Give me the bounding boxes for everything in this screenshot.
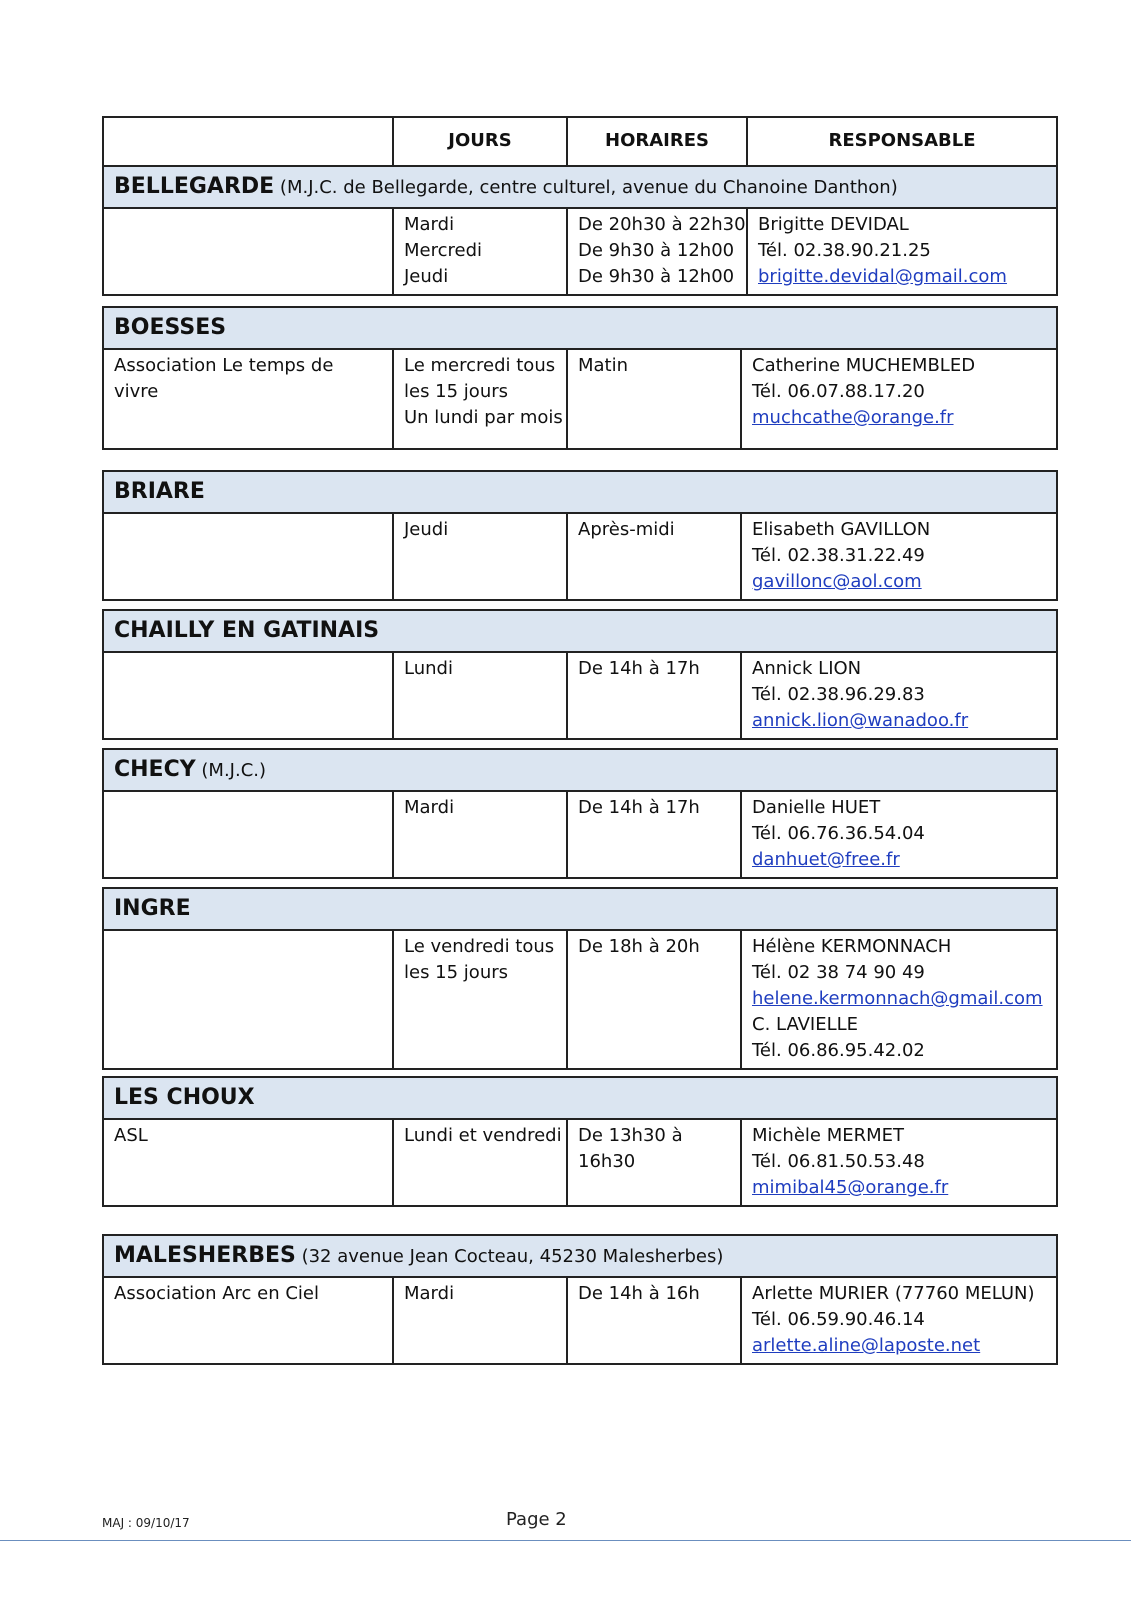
header-jours: JOURS (393, 117, 567, 166)
responsable-name: Arlette MURIER (77760 MELUN) (752, 1283, 1035, 1304)
section-name: BOESSES (114, 314, 227, 340)
section-name: MALESHERBES (114, 1242, 296, 1268)
section-name: BELLEGARDE (114, 173, 275, 199)
horaires-cell (567, 930, 741, 1069)
section-table-briare (102, 470, 1058, 601)
responsable-cell (741, 513, 1057, 600)
footer-divider (0, 1540, 1131, 1541)
responsable-email-link[interactable]: annick.lion@wanadoo.fr (752, 710, 969, 731)
responsable-email-link[interactable]: gavillonc@aol.com (752, 571, 922, 592)
section-table-checy (102, 748, 1058, 879)
association-cell (103, 513, 393, 600)
jours-line: Mardi (404, 214, 455, 235)
section-title (103, 749, 1057, 791)
jours-cell (393, 930, 567, 1069)
section-title (103, 610, 1057, 652)
section-subtitle: (M.J.C.) (201, 759, 267, 781)
jours-line: Lundi (404, 658, 453, 679)
horaires-line: De 13h30 à (578, 1125, 683, 1146)
horaires-line: De 14h à 17h (578, 797, 700, 818)
jours-cell (393, 791, 567, 878)
responsable-email-link[interactable]: mimibal45@orange.fr (752, 1177, 949, 1198)
section-detail-row (103, 652, 1057, 739)
jours-line: Lundi et vendredi (404, 1125, 562, 1146)
horaires-line: De 18h à 20h (578, 936, 700, 957)
section-title (103, 471, 1057, 513)
section-table-malesherbes (102, 1234, 1058, 1365)
section-detail-row (103, 1277, 1057, 1364)
horaires-cell (567, 652, 741, 739)
horaires-line: De 9h30 à 12h00 (578, 240, 735, 261)
horaires-cell (567, 208, 747, 295)
section-detail-row (103, 791, 1057, 878)
responsable-name-secondary: C. LAVIELLE (752, 1014, 859, 1035)
responsable-name: Annick LION (752, 658, 862, 679)
horaires-line: De 14h à 16h (578, 1283, 700, 1304)
association-cell: Association Arc en Ciel (103, 1277, 393, 1364)
responsable-email-link[interactable]: helene.kermonnach@gmail.com (752, 988, 1043, 1009)
jours-line: Mardi (404, 797, 455, 818)
header-empty-cell (103, 117, 393, 166)
responsable-name: Brigitte DEVIDAL (758, 214, 909, 235)
section-detail-row (103, 1119, 1057, 1206)
section-subtitle: (32 avenue Jean Cocteau, 45230 Malesherbes) (301, 1245, 724, 1267)
jours-line: les 15 jours (404, 381, 509, 402)
column-header-row (103, 117, 1057, 166)
section-detail-row (103, 513, 1057, 600)
responsable-email-link[interactable]: brigitte.devidal@gmail.com (758, 266, 1007, 287)
responsable-phone: Tél. 02.38.96.29.83 (752, 684, 925, 705)
responsable-phone: Tél. 06.81.50.53.48 (752, 1151, 925, 1172)
section-title-row (103, 1235, 1057, 1277)
horaires-cell (567, 349, 741, 449)
section-title-row (103, 166, 1057, 208)
section-table-ingre (102, 887, 1058, 1070)
section-title-row (103, 888, 1057, 930)
responsable-name: Danielle HUET (752, 797, 881, 818)
section-name: BRIARE (114, 478, 205, 504)
horaires-cell (567, 513, 741, 600)
jours-cell (393, 1119, 567, 1206)
association-cell (103, 208, 393, 295)
responsable-cell (741, 1119, 1057, 1206)
association-cell: ASL (103, 1119, 393, 1206)
horaires-line: Matin (578, 355, 629, 376)
responsable-phone: Tél. 06.76.36.54.04 (752, 823, 925, 844)
jours-line: Un lundi par mois (404, 407, 563, 428)
section-name: LES CHOUX (114, 1084, 255, 1110)
horaires-line: De 20h30 à 22h30 (578, 214, 746, 235)
responsable-name: Hélène KERMONNACH (752, 936, 952, 957)
section-title-row (103, 749, 1057, 791)
header-responsable: RESPONSABLE (747, 117, 1057, 166)
responsable-cell (741, 652, 1057, 739)
section-name: CHAILLY EN GATINAIS (114, 617, 380, 643)
responsable-cell (747, 208, 1057, 295)
jours-line: Jeudi (404, 266, 449, 287)
section-table-chailly (102, 609, 1058, 740)
jours-line: Mercredi (404, 240, 483, 261)
section-detail-row (103, 930, 1057, 1069)
section-detail-row (103, 349, 1057, 449)
horaires-line: 16h30 (578, 1151, 636, 1172)
association-cell (103, 791, 393, 878)
section-title (103, 1077, 1057, 1119)
section-subtitle: (M.J.C. de Bellegarde, centre culturel, avenue du Chanoine Danthon) (279, 176, 898, 198)
horaires-line: De 9h30 à 12h00 (578, 266, 735, 287)
jours-line: les 15 jours (404, 962, 509, 983)
horaires-cell (567, 791, 741, 878)
jours-line: Jeudi (404, 519, 449, 540)
responsable-email-link[interactable]: danhuet@free.fr (752, 849, 900, 870)
footer-page-number: Page 2 (506, 1509, 567, 1530)
jours-line: Mardi (404, 1283, 455, 1304)
responsable-email-link[interactable]: arlette.aline@laposte.net (752, 1335, 981, 1356)
horaires-line: De 14h à 17h (578, 658, 700, 679)
section-name: CHECY (114, 756, 196, 782)
horaires-cell (567, 1119, 741, 1206)
responsable-email-link[interactable]: muchcathe@orange.fr (752, 407, 954, 428)
responsable-name: Elisabeth GAVILLON (752, 519, 931, 540)
responsable-phone: Tél. 06.59.90.46.14 (752, 1309, 925, 1330)
section-title (103, 307, 1057, 349)
horaires-line: Après-midi (578, 519, 675, 540)
section-title-row (103, 610, 1057, 652)
section-name: INGRE (114, 895, 191, 921)
association-cell: Association Le temps de vivre (103, 349, 393, 449)
section-detail-row (103, 208, 1057, 295)
responsable-name: Michèle MERMET (752, 1125, 905, 1146)
responsable-cell (741, 1277, 1057, 1364)
section-table-boesses (102, 306, 1058, 450)
section-title (103, 1235, 1057, 1277)
responsable-phone: Tél. 06.07.88.17.20 (752, 381, 925, 402)
jours-cell (393, 652, 567, 739)
responsable-phone: Tél. 02.38.90.21.25 (758, 240, 931, 261)
responsable-cell (741, 930, 1057, 1069)
jours-line: Le mercredi tous (404, 355, 556, 376)
footer-update-date: MAJ : 09/10/17 (102, 1516, 190, 1530)
jours-cell (393, 1277, 567, 1364)
jours-cell (393, 349, 567, 449)
association-cell (103, 652, 393, 739)
association-cell (103, 930, 393, 1069)
jours-line: Le vendredi tous (404, 936, 555, 957)
section-title (103, 166, 1057, 208)
jours-cell (393, 513, 567, 600)
header-horaires: HORAIRES (567, 117, 747, 166)
horaires-cell (567, 1277, 741, 1364)
section-table-les-choux (102, 1076, 1058, 1207)
section-title-row (103, 1077, 1057, 1119)
responsable-phone-secondary: Tél. 06.86.95.42.02 (752, 1040, 925, 1061)
responsable-phone: Tél. 02 38 74 90 49 (752, 962, 925, 983)
section-table-bellegarde (102, 116, 1058, 296)
section-title-row (103, 307, 1057, 349)
section-title-row (103, 471, 1057, 513)
responsable-phone: Tél. 02.38.31.22.49 (752, 545, 925, 566)
jours-cell (393, 208, 567, 295)
responsable-cell (741, 791, 1057, 878)
responsable-name: Catherine MUCHEMBLED (752, 355, 976, 376)
responsable-cell (741, 349, 1057, 449)
section-title (103, 888, 1057, 930)
